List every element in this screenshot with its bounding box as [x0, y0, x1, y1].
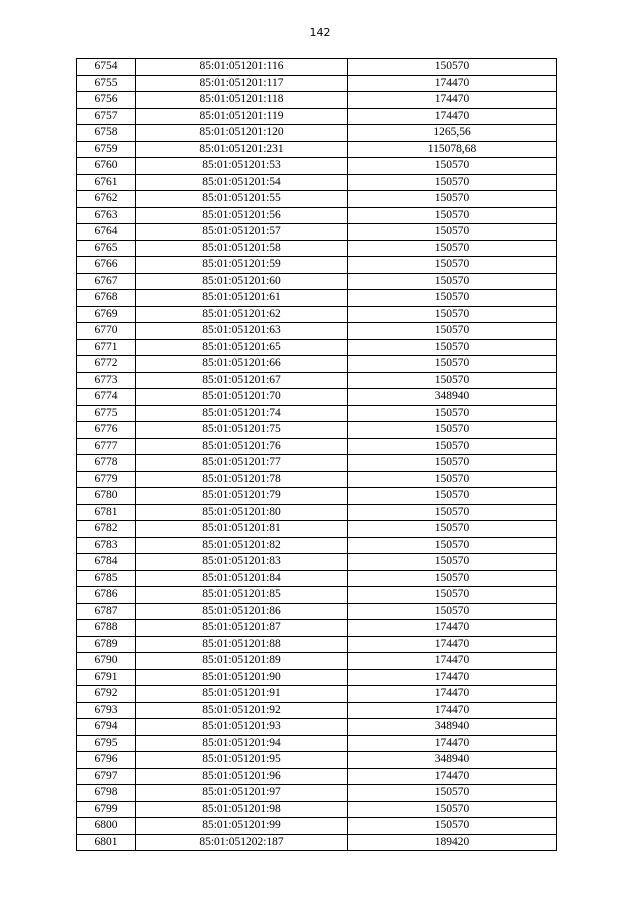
table-row — [77, 702, 557, 719]
cadastral-number-cell: 85:01:051201:84 — [136, 570, 348, 587]
row-number-cell: 6799 — [77, 801, 136, 818]
table-row — [77, 290, 557, 307]
table-row — [77, 158, 557, 175]
value-cell: 150570 — [348, 372, 557, 389]
table-row — [77, 504, 557, 521]
table-row — [77, 521, 557, 538]
value-cell: 174470 — [348, 768, 557, 785]
table-row — [77, 323, 557, 340]
value-cell: 150570 — [348, 306, 557, 323]
value-cell: 174470 — [348, 108, 557, 125]
value-cell: 150570 — [348, 504, 557, 521]
row-number-cell: 6780 — [77, 488, 136, 505]
row-number-cell: 6779 — [77, 471, 136, 488]
value-cell: 150570 — [348, 257, 557, 274]
value-cell: 150570 — [348, 438, 557, 455]
row-number-cell: 6759 — [77, 141, 136, 158]
row-number-cell: 6783 — [77, 537, 136, 554]
value-cell: 189420 — [348, 834, 557, 851]
cadastral-number-cell: 85:01:051201:85 — [136, 587, 348, 604]
cadastral-number-cell: 85:01:051201:79 — [136, 488, 348, 505]
cadastral-number-cell: 85:01:051201:75 — [136, 422, 348, 439]
row-number-cell: 6768 — [77, 290, 136, 307]
table-row — [77, 471, 557, 488]
table-row — [77, 125, 557, 142]
row-number-cell: 6798 — [77, 785, 136, 802]
table-row — [77, 141, 557, 158]
row-number-cell: 6770 — [77, 323, 136, 340]
cadastral-number-cell: 85:01:051201:87 — [136, 620, 348, 637]
table-row — [77, 455, 557, 472]
row-number-cell: 6772 — [77, 356, 136, 373]
row-number-cell: 6791 — [77, 669, 136, 686]
page-number: 142 — [309, 26, 331, 39]
cadastral-number-cell: 85:01:051202:187 — [136, 834, 348, 851]
value-cell: 174470 — [348, 653, 557, 670]
table-row — [77, 59, 557, 76]
table-row — [77, 108, 557, 125]
row-number-cell: 6762 — [77, 191, 136, 208]
cadastral-number-cell: 85:01:051201:54 — [136, 174, 348, 191]
cadastral-number-cell: 85:01:051201:96 — [136, 768, 348, 785]
cadastral-number-cell: 85:01:051201:74 — [136, 405, 348, 422]
row-number-cell: 6801 — [77, 834, 136, 851]
table-row — [77, 174, 557, 191]
value-cell: 348940 — [348, 389, 557, 406]
table-body — [77, 59, 557, 851]
table-row — [77, 801, 557, 818]
table-row — [77, 438, 557, 455]
table-row — [77, 785, 557, 802]
value-cell: 150570 — [348, 339, 557, 356]
value-cell: 150570 — [348, 570, 557, 587]
table-row — [77, 240, 557, 257]
cadastral-number-cell: 85:01:051201:98 — [136, 801, 348, 818]
row-number-cell: 6781 — [77, 504, 136, 521]
value-cell: 150570 — [348, 801, 557, 818]
table-row — [77, 570, 557, 587]
cadastral-number-cell: 85:01:051201:70 — [136, 389, 348, 406]
cadastral-number-cell: 85:01:051201:63 — [136, 323, 348, 340]
cadastral-number-cell: 85:01:051201:66 — [136, 356, 348, 373]
table-row — [77, 372, 557, 389]
table-row — [77, 686, 557, 703]
value-cell: 150570 — [348, 207, 557, 224]
value-cell: 150570 — [348, 59, 557, 76]
table-row — [77, 306, 557, 323]
table-row — [77, 356, 557, 373]
table-row — [77, 207, 557, 224]
row-number-cell: 6789 — [77, 636, 136, 653]
table-row — [77, 834, 557, 851]
value-cell: 174470 — [348, 636, 557, 653]
cadastral-number-cell: 85:01:051201:83 — [136, 554, 348, 571]
row-number-cell: 6760 — [77, 158, 136, 175]
cadastral-number-cell: 85:01:051201:92 — [136, 702, 348, 719]
row-number-cell: 6774 — [77, 389, 136, 406]
table-row — [77, 405, 557, 422]
row-number-cell: 6767 — [77, 273, 136, 290]
row-number-cell: 6777 — [77, 438, 136, 455]
row-number-cell: 6785 — [77, 570, 136, 587]
cadastral-number-cell: 85:01:051201:97 — [136, 785, 348, 802]
value-cell: 150570 — [348, 554, 557, 571]
value-cell: 150570 — [348, 158, 557, 175]
cadastral-number-cell: 85:01:051201:94 — [136, 735, 348, 752]
row-number-cell: 6757 — [77, 108, 136, 125]
row-number-cell: 6796 — [77, 752, 136, 769]
row-number-cell: 6795 — [77, 735, 136, 752]
cadastral-number-cell: 85:01:051201:117 — [136, 75, 348, 92]
table-row — [77, 75, 557, 92]
table-row — [77, 620, 557, 637]
value-cell: 150570 — [348, 356, 557, 373]
cadastral-number-cell: 85:01:051201:89 — [136, 653, 348, 670]
value-cell: 150570 — [348, 785, 557, 802]
value-cell: 174470 — [348, 686, 557, 703]
cadastral-number-cell: 85:01:051201:61 — [136, 290, 348, 307]
cadastral-number-cell: 85:01:051201:95 — [136, 752, 348, 769]
row-number-cell: 6792 — [77, 686, 136, 703]
value-cell: 150570 — [348, 587, 557, 604]
table-row — [77, 488, 557, 505]
value-cell: 174470 — [348, 735, 557, 752]
cadastral-number-cell: 85:01:051201:116 — [136, 59, 348, 76]
row-number-cell: 6786 — [77, 587, 136, 604]
row-number-cell: 6797 — [77, 768, 136, 785]
row-number-cell: 6758 — [77, 125, 136, 142]
value-cell: 150570 — [348, 224, 557, 241]
cadastral-number-cell: 85:01:051201:93 — [136, 719, 348, 736]
row-number-cell: 6782 — [77, 521, 136, 538]
cadastral-number-cell: 85:01:051201:91 — [136, 686, 348, 703]
row-number-cell: 6754 — [77, 59, 136, 76]
cadastral-number-cell: 85:01:051201:65 — [136, 339, 348, 356]
cadastral-number-cell: 85:01:051201:86 — [136, 603, 348, 620]
row-number-cell: 6775 — [77, 405, 136, 422]
row-number-cell: 6788 — [77, 620, 136, 637]
cadastral-number-cell: 85:01:051201:77 — [136, 455, 348, 472]
row-number-cell: 6766 — [77, 257, 136, 274]
table-row — [77, 768, 557, 785]
cadastral-number-cell: 85:01:051201:55 — [136, 191, 348, 208]
row-number-cell: 6776 — [77, 422, 136, 439]
value-cell: 348940 — [348, 752, 557, 769]
row-number-cell: 6784 — [77, 554, 136, 571]
value-cell: 115078,68 — [348, 141, 557, 158]
cadastral-number-cell: 85:01:051201:58 — [136, 240, 348, 257]
cadastral-number-cell: 85:01:051201:82 — [136, 537, 348, 554]
table-row — [77, 735, 557, 752]
table-row — [77, 191, 557, 208]
row-number-cell: 6773 — [77, 372, 136, 389]
cadastral-number-cell: 85:01:051201:81 — [136, 521, 348, 538]
table-row — [77, 669, 557, 686]
row-number-cell: 6771 — [77, 339, 136, 356]
cadastral-number-cell: 85:01:051201:62 — [136, 306, 348, 323]
cadastral-number-cell: 85:01:051201:59 — [136, 257, 348, 274]
cadastral-number-cell: 85:01:051201:78 — [136, 471, 348, 488]
value-cell: 174470 — [348, 620, 557, 637]
value-cell: 150570 — [348, 603, 557, 620]
row-number-cell: 6787 — [77, 603, 136, 620]
table-row — [77, 719, 557, 736]
value-cell: 150570 — [348, 471, 557, 488]
table-row — [77, 752, 557, 769]
table-row — [77, 422, 557, 439]
table-row — [77, 818, 557, 835]
value-cell: 174470 — [348, 702, 557, 719]
value-cell: 150570 — [348, 191, 557, 208]
cadastral-table — [76, 58, 557, 851]
row-number-cell: 6793 — [77, 702, 136, 719]
cadastral-number-cell: 85:01:051201:57 — [136, 224, 348, 241]
value-cell: 348940 — [348, 719, 557, 736]
value-cell: 150570 — [348, 174, 557, 191]
table-row — [77, 653, 557, 670]
cadastral-number-cell: 85:01:051201:90 — [136, 669, 348, 686]
cadastral-number-cell: 85:01:051201:88 — [136, 636, 348, 653]
table-row — [77, 257, 557, 274]
cadastral-number-cell: 85:01:051201:118 — [136, 92, 348, 109]
value-cell: 1265,56 — [348, 125, 557, 142]
value-cell: 150570 — [348, 405, 557, 422]
row-number-cell: 6765 — [77, 240, 136, 257]
value-cell: 150570 — [348, 818, 557, 835]
table-row — [77, 273, 557, 290]
table-row — [77, 587, 557, 604]
value-cell: 150570 — [348, 323, 557, 340]
value-cell: 174470 — [348, 75, 557, 92]
value-cell: 150570 — [348, 290, 557, 307]
row-number-cell: 6755 — [77, 75, 136, 92]
cadastral-number-cell: 85:01:051201:120 — [136, 125, 348, 142]
row-number-cell: 6756 — [77, 92, 136, 109]
value-cell: 150570 — [348, 537, 557, 554]
row-number-cell: 6778 — [77, 455, 136, 472]
cadastral-number-cell: 85:01:051201:80 — [136, 504, 348, 521]
value-cell: 150570 — [348, 488, 557, 505]
value-cell: 174470 — [348, 669, 557, 686]
cadastral-number-cell: 85:01:051201:119 — [136, 108, 348, 125]
row-number-cell: 6764 — [77, 224, 136, 241]
value-cell: 150570 — [348, 273, 557, 290]
table-row — [77, 339, 557, 356]
cadastral-number-cell: 85:01:051201:56 — [136, 207, 348, 224]
table-row — [77, 636, 557, 653]
row-number-cell: 6790 — [77, 653, 136, 670]
value-cell: 150570 — [348, 521, 557, 538]
cadastral-number-cell: 85:01:051201:99 — [136, 818, 348, 835]
value-cell: 150570 — [348, 455, 557, 472]
table-row — [77, 389, 557, 406]
cadastral-number-cell: 85:01:051201:60 — [136, 273, 348, 290]
row-number-cell: 6763 — [77, 207, 136, 224]
cadastral-number-cell: 85:01:051201:53 — [136, 158, 348, 175]
value-cell: 150570 — [348, 422, 557, 439]
table-row — [77, 603, 557, 620]
row-number-cell: 6769 — [77, 306, 136, 323]
row-number-cell: 6794 — [77, 719, 136, 736]
table-row — [77, 554, 557, 571]
table-row — [77, 224, 557, 241]
row-number-cell: 6800 — [77, 818, 136, 835]
value-cell: 174470 — [348, 92, 557, 109]
cadastral-number-cell: 85:01:051201:231 — [136, 141, 348, 158]
cadastral-number-cell: 85:01:051201:67 — [136, 372, 348, 389]
value-cell: 150570 — [348, 240, 557, 257]
row-number-cell: 6761 — [77, 174, 136, 191]
table-row — [77, 92, 557, 109]
table-row — [77, 537, 557, 554]
cadastral-number-cell: 85:01:051201:76 — [136, 438, 348, 455]
